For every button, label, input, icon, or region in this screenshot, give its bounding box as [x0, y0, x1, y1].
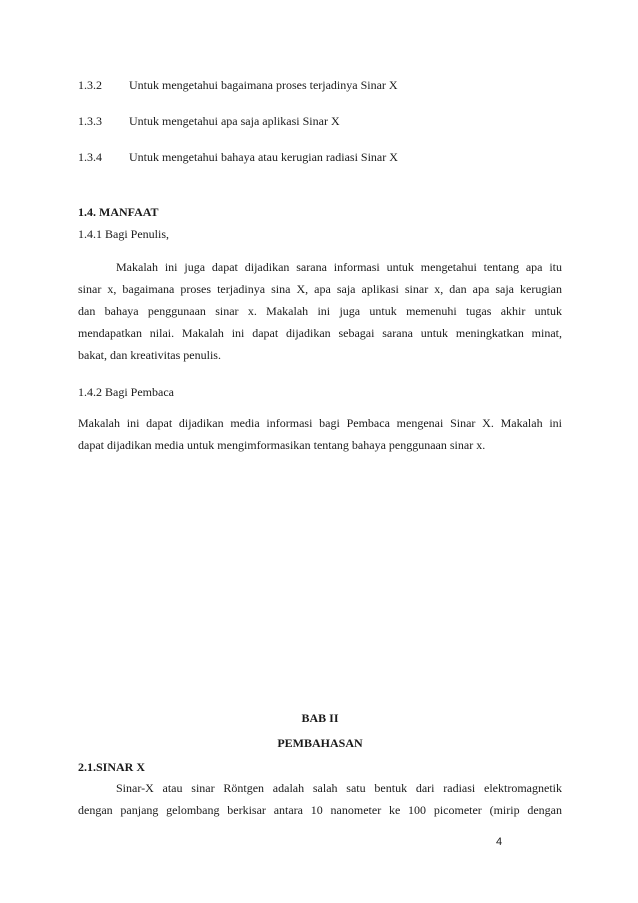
paragraph-line: sinar x, bagaimana proses terjadinya sina X, apa saja aplikasi sinar x, dan apa saja kerugian — [78, 282, 562, 296]
paragraph-penulis — [78, 256, 562, 366]
paragraph-line: dan bahaya penggunaan sinar x. Makalah ini juga untuk memenuhi tugas akhir untuk — [78, 304, 562, 318]
subsection-heading: 1.4.2 Bagi Pembaca — [78, 385, 174, 399]
section-heading: 2.1.SINAR X — [78, 760, 146, 774]
paragraph-line: Sinar-X atau sinar Röntgen adalah salah satu bentuk dari radiasi elektromagnetik — [116, 781, 562, 795]
chapter-title: BAB II — [301, 711, 339, 725]
chapter-subtitle: PEMBAHASAN — [277, 736, 363, 750]
objective-text: Untuk mengetahui bahaya atau kerugian radiasi Sinar X — [129, 150, 398, 164]
objective-text: Untuk mengetahui bagaimana proses terjadinya Sinar X — [129, 78, 398, 92]
section-heading: 1.4. MANFAAT — [78, 205, 159, 219]
objective-text: Untuk mengetahui apa saja aplikasi Sinar X — [129, 114, 340, 128]
objective-number: 1.3.3 — [78, 114, 102, 128]
paragraph-line: dengan panjang gelombang berkisar antara 10 nanometer ke 100 picometer (mirip dengan — [78, 803, 562, 817]
subsection-heading: 1.4.1 Bagi Penulis, — [78, 227, 170, 241]
paragraph-line: Makalah ini juga dapat dijadikan sarana informasi untuk mengetahui tentang apa itu — [116, 260, 562, 274]
paragraph-pembaca — [78, 412, 562, 456]
objective-number: 1.3.2 — [78, 78, 102, 92]
paragraph-line: dapat dijadikan media untuk mengimformasikan tentang bahaya penggunaan sinar x. — [78, 438, 486, 452]
paragraph-line: Makalah ini dapat dijadikan media informasi bagi Pembaca mengenai Sinar X. Makalah ini — [78, 416, 562, 430]
page-number: 4 — [496, 836, 503, 848]
objective-number: 1.3.4 — [78, 150, 102, 164]
paragraph-line: bakat, dan kreativitas penulis. — [78, 348, 221, 362]
paragraph-sinar-x — [78, 777, 562, 821]
paragraph-line: mendapatkan nilai. Makalah ini dapat dijadikan sebagai sarana untuk meningkatkan minat, — [78, 326, 562, 340]
